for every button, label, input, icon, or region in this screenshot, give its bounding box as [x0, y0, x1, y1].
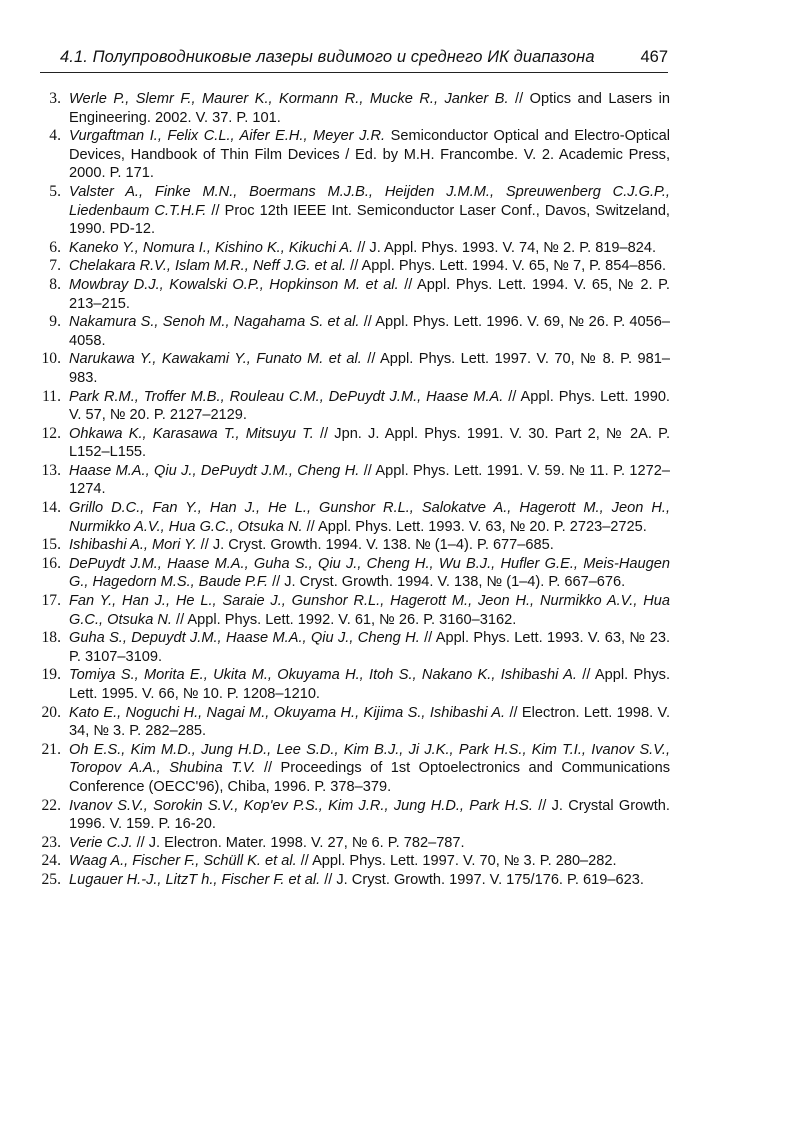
reference-source: // Proc 12th IEEE Int. Semiconductor Laser Conf., Davos, Switzeland, 1990. PD-12.: [69, 202, 670, 238]
reference-item: [30, 350, 670, 387]
reference-item: [30, 536, 670, 555]
reference-item: [30, 183, 670, 239]
reference-source: // J. Crystal Growth. 1996. V. 159. P. 16-20.: [69, 797, 670, 833]
reference-authors: Kaneko Y., Nomura I., Kishino K., Kikuchi A.: [69, 239, 354, 256]
reference-source: // Appl. Phys. Lett. 1993. V. 63, № 23. P. 3107–3109.: [69, 630, 670, 665]
reference-item: [30, 629, 670, 666]
reference-number: 20.: [41, 703, 61, 721]
reference-item: [30, 127, 670, 183]
reference-source: // Proceedings of 1st Optoelectronics and Communications Conference (OECC'96), Chiba, 1996. P. 378–379.: [69, 760, 671, 795]
reference-source: // Appl. Phys. Lett. 1992. V. 61, № 26. P. 3160–3162.: [172, 611, 517, 628]
reference-source: // Appl. Phys. Lett. 1996. V. 69, № 26. P. 4056–4058.: [69, 314, 670, 349]
reference-authors: Haase M.A., Qiu J., DePuydt J.M., Cheng H.: [69, 462, 360, 479]
reference-authors: Ishibashi A., Mori Y.: [69, 537, 197, 554]
reference-number: 11.: [42, 387, 61, 405]
reference-item: [30, 276, 670, 313]
reference-authors: Park R.M., Troffer M.B., Rouleau C.M., DePuydt J.M., Haase M.A.: [69, 388, 504, 405]
reference-authors: Kato E., Noguchi H., Nagai M., Okuyama H., Kijima S., Ishibashi A.: [69, 704, 506, 721]
reference-number: 21.: [41, 740, 61, 758]
reference-source: // Appl. Phys. Lett. 1990. V. 57, № 20. P. 2127–2129.: [69, 388, 670, 424]
reference-item: [30, 592, 670, 629]
reference-item: [30, 257, 670, 276]
reference-source: // J. Electron. Mater. 1998. V. 27, № 6. P. 782–787.: [132, 834, 465, 851]
reference-number: 9.: [49, 313, 61, 331]
reference-authors: Mowbray D.J., Kowalski O.P., Hopkinson M. et al.: [69, 276, 399, 293]
reference-item: [30, 388, 670, 425]
reference-source: // Appl. Phys. Lett. 1995. V. 66, № 10. P. 1208–1210.: [69, 667, 671, 702]
reference-source: // Jpn. J. Appl. Phys. 1991. V. 30. Part 2, № 2A. P. L152–L155.: [69, 425, 670, 461]
reference-authors: Oh E.S., Kim M.D., Jung H.D., Lee S.D., Kim B.J., Ji J.K., Park H.S., Kim T.I., Ivanov S.V., Toropov A.A., Shubina T.V.: [69, 741, 670, 777]
reference-authors: Ohkawa K., Karasawa T., Mitsuyu T.: [69, 425, 314, 442]
reference-source: // J. Appl. Phys. 1993. V. 74, № 2. P. 819–824.: [353, 239, 657, 256]
reference-authors: Nakamura S., Senoh M., Nagahama S. et al.: [69, 314, 360, 331]
reference-authors: Waag A., Fischer F., Schüll K. et al.: [69, 853, 297, 870]
reference-number: 15.: [41, 536, 61, 554]
reference-authors: Chelakara R.V., Islam M.R., Neff J.G. et al.: [69, 258, 347, 275]
reference-number: 14.: [41, 499, 61, 517]
reference-number: 6.: [49, 238, 61, 256]
reference-authors: Valster A., Finke M.N., Boermans M.J.B., Heijden J.M.M., Spreuwenberg C.J.G.P., Liedenbaum C.T.H.F.: [69, 183, 670, 219]
reference-item: [30, 499, 670, 536]
reference-source: Semiconductor Optical and Electro-Optical Devices, Handbook of Thin Film Devices / Ed. by M.H. Francombe. V. 2. Academic Press, 2000. P. 171.: [69, 128, 671, 182]
reference-authors: Lugauer H.-J., LitzT h., Fischer F. et al.: [69, 871, 321, 888]
running-header: [40, 48, 668, 73]
reference-item: [30, 555, 670, 592]
reference-number: 22.: [41, 796, 61, 814]
reference-number: 19.: [41, 666, 61, 684]
reference-source: // Appl. Phys. Lett. 1991. V. 59. № 11. P. 1272–1274.: [69, 462, 670, 498]
reference-source: // J. Cryst. Growth. 1994. V. 138, № (1–4). P. 667–676.: [268, 574, 626, 591]
reference-item: [30, 741, 670, 797]
page-number: 467: [640, 48, 668, 66]
reference-number: 25.: [41, 870, 61, 888]
reference-item: [30, 90, 670, 127]
reference-authors: Vurgaftman I., Felix C.L., Aifer E.H., Meyer J.R.: [69, 128, 386, 145]
header-title: 4.1. Полупроводниковые лазеры видимого и среднего ИК диапазона: [60, 48, 595, 66]
reference-source: // Electron. Lett. 1998. V. 34, № 3. P. 282–285.: [69, 704, 671, 740]
reference-number: 7.: [49, 257, 61, 275]
reference-source: // J. Cryst. Growth. 1997. V. 175/176. P. 619–623.: [320, 871, 644, 888]
reference-item: [30, 239, 670, 258]
reference-authors: Ivanov S.V., Sorokin S.V., Kop'ev P.S., Kim J.R., Jung H.D., Park H.S.: [69, 797, 533, 814]
reference-source: // Appl. Phys. Lett. 1994. V. 65, № 2. P. 213–215.: [69, 276, 670, 312]
reference-number: 4.: [49, 127, 61, 145]
reference-source: // J. Cryst. Growth. 1994. V. 138. № (1–4). P. 677–685.: [196, 537, 554, 554]
reference-number: 10.: [41, 350, 61, 368]
reference-item: [30, 871, 670, 890]
reference-item: [30, 834, 670, 853]
reference-number: 17.: [41, 592, 61, 610]
reference-number: 13.: [41, 461, 61, 479]
reference-item: [30, 462, 670, 499]
reference-source: // Optics and Lasers in Engineering. 2002. V. 37. P. 101.: [69, 91, 670, 126]
reference-number: 12.: [41, 424, 61, 442]
reference-authors: Grillo D.C., Fan Y., Han J., He L., Gunshor R.L., Salokatve A., Hagerott M., Jeon H., Nurmikko A.V., Hua G.C., Otsuka N.: [69, 500, 670, 535]
reference-item: [30, 852, 670, 871]
reference-source: // Appl. Phys. Lett. 1993. V. 63, № 20. P. 2723–2725.: [302, 518, 647, 535]
reference-source: // Appl. Phys. Lett. 1997. V. 70, № 3. P. 280–282.: [296, 853, 617, 870]
reference-source: // Appl. Phys. Lett. 1994. V. 65, № 7, P. 854–856.: [346, 258, 667, 275]
reference-authors: Tomiya S., Morita E., Ukita M., Okuyama H., Itoh S., Nakano K., Ishibashi A.: [69, 667, 577, 684]
reference-number: 5.: [49, 182, 61, 200]
reference-authors: DePuydt J.M., Haase M.A., Guha S., Qiu J., Cheng H., Wu B.J., Hufler G.E., Meis-Haugen G., Hagedorn M.S., Baude P.F.: [69, 555, 670, 591]
reference-number: 24.: [41, 852, 61, 870]
reference-number: 23.: [41, 833, 61, 851]
reference-authors: Narukawa Y., Kawakami Y., Funato M. et al.: [69, 351, 362, 368]
reference-item: [30, 666, 670, 703]
reference-authors: Fan Y., Han J., He L., Saraie J., Gunshor R.L., Hagerott M., Jeon H., Nurmikko A.V., Hua G.C., Otsuka N.: [69, 593, 670, 628]
reference-authors: Verie C.J.: [69, 834, 133, 851]
reference-authors: Guha S., Depuydt J.M., Haase M.A., Qiu J., Cheng H.: [69, 630, 420, 647]
reference-list: [30, 90, 670, 890]
reference-number: 3.: [49, 90, 61, 107]
reference-number: 18.: [41, 629, 61, 647]
reference-item: [30, 704, 670, 741]
reference-item: [30, 313, 670, 350]
reference-item: [30, 425, 670, 462]
reference-source: // Appl. Phys. Lett. 1997. V. 70, № 8. P. 981–983.: [69, 351, 670, 386]
reference-authors: Werle P., Slemr F., Maurer K., Kormann R., Mucke R., Janker B.: [69, 91, 509, 107]
reference-number: 16.: [41, 554, 61, 572]
reference-item: [30, 797, 670, 834]
reference-number: 8.: [49, 275, 61, 293]
